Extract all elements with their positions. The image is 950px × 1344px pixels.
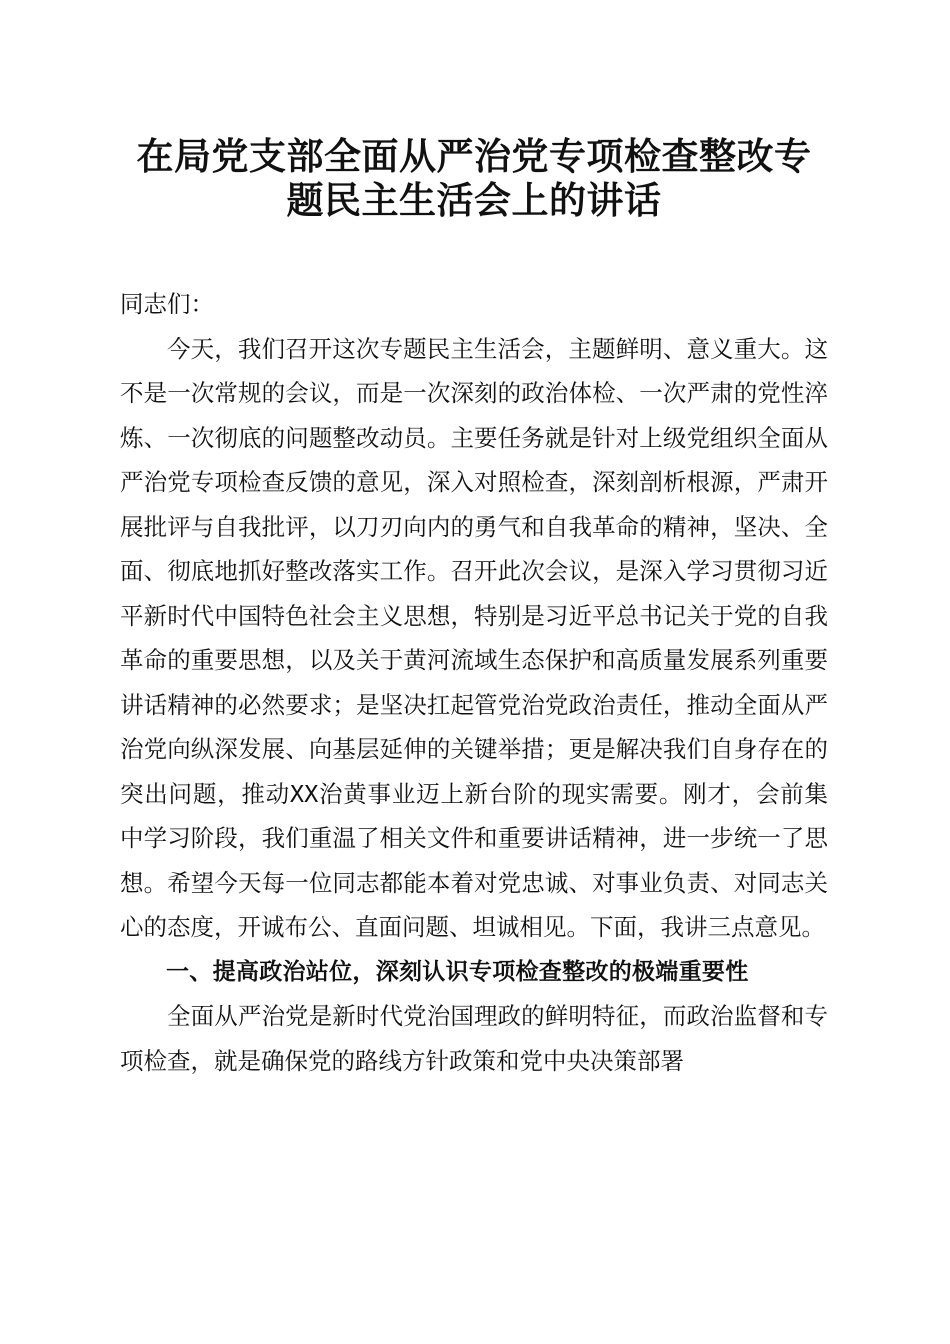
salutation: 同志们：	[120, 290, 214, 318]
section-heading: 一、提高政治站位，深刻认识专项检查整改的极端重要性	[166, 958, 749, 985]
document-body	[120, 282, 828, 1083]
body-paragraph: 今天，我们召开这次专题民主生活会，主题鲜明、意义重大。这不是一次常规的会议，而是一次深刻的政治体检、一次严肃的党性淬炼、一次彻底的问题整改动员。主要任务就是针对上级党组织全面从严治党专项检查反馈的意见，深入对照检查，深刻剖析根源，严肃开展批评与自我批评，以刀刃向内的勇气和自我革命的精神，坚决、全面、彻底地抓好整改落实工作。召开此次会议，是深入学习贯彻习近平新时代中国特色社会主义思想，特别是习近平总书记关于党的自我革命的重要思想，以及关于黄河流域生态保护和高质量发展系列重要讲话精神的必然要求；是坚决扛起管党治党政治责任，推动全面从严治党向纵深发展、向基层延伸的关键举措；更是解决我们自身存在的突出问题，推动XX治黄事业迈上新台阶的现实需要。刚才，会前集中学习阶段，我们重温了相关文件和重要讲话精神，进一步统一了思想。希望今天每一位同志都能本着对党忠诚、对事业负责、对同志关心的态度，开诚布公、直面问题、坦诚相见。下面，我讲三点意见。	[120, 334, 828, 941]
document-title: 在局党支部全面从严治党专项检查整改专题民主生活会上的讲话	[136, 134, 812, 222]
section-paragraph: 全面从严治党是新时代党治国理政的鲜明特征，而政治监督和专项检查，就是确保党的路线方针政策和党中央决策部署	[120, 1002, 828, 1075]
document-page	[120, 134, 828, 1083]
